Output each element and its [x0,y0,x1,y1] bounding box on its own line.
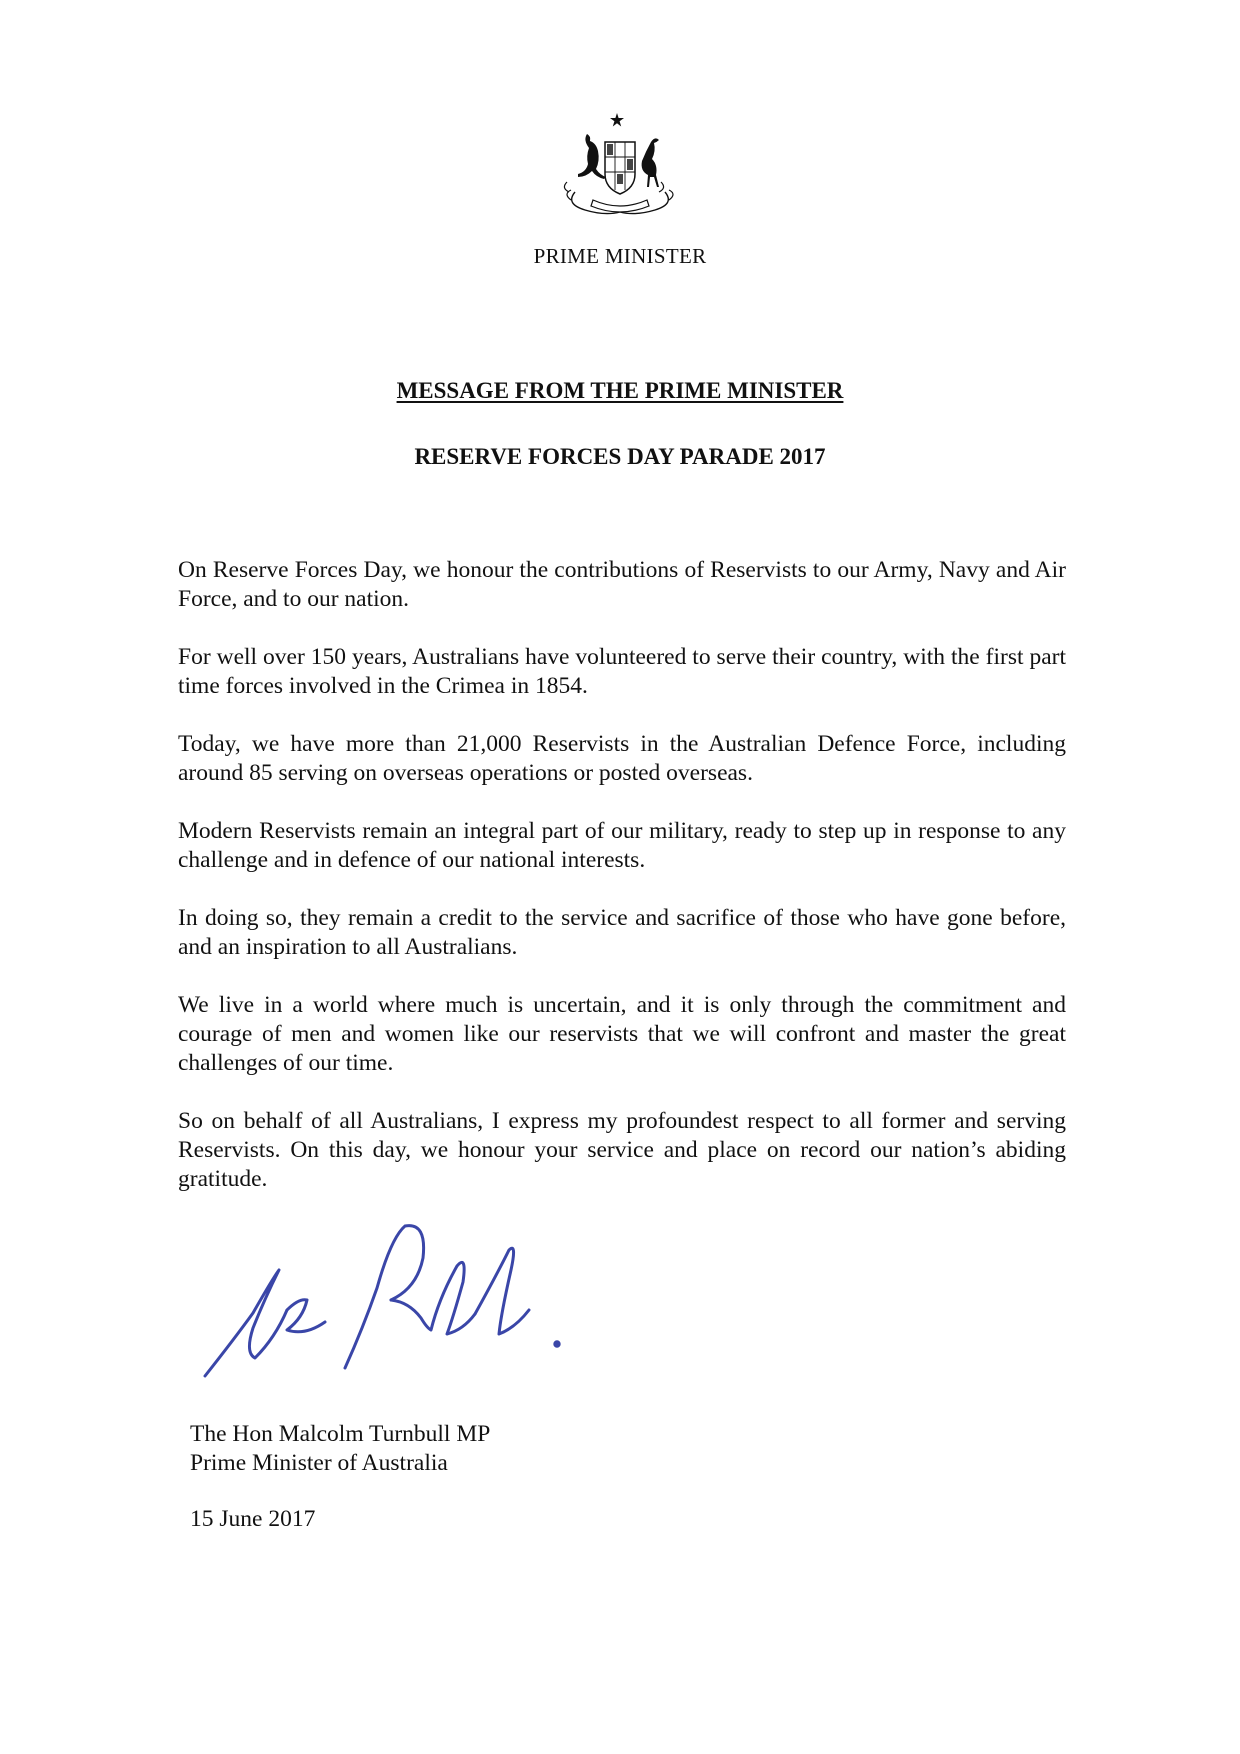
paragraph: Modern Reservists remain an integral part of our military, ready to step up in response to any challenge and in defence of our national interests. [178,818,1066,873]
paragraph: On Reserve Forces Day, we honour the contributions of Reservists to our Army, Navy and Air Force, and to our nation. [178,557,1066,612]
letter-date: 15 June 2017 [190,1506,316,1532]
handwritten-signature-icon [195,1218,605,1408]
office-heading: PRIME MINISTER [533,244,707,268]
paragraph: For well over 150 years, Australians have volunteered to serve their country, with the first part time forces involved in the Crimea in 1854. [178,644,1066,699]
signatory-name: The Hon Malcolm Turnbull MP [190,1421,491,1447]
paragraph: In doing so, they remain a credit to the service and sacrifice of those who have gone before, and an inspiration to all Australians. [178,905,1066,960]
coat-of-arms-icon [545,112,695,222]
shield-icon [605,142,635,194]
signatory-role: Prime Minister of Australia [190,1450,448,1476]
signoff-block [190,1420,490,1478]
signature-strokes [205,1226,559,1376]
paragraph: So on behalf of all Australians, I express my profoundest respect to all former and serving Reservists. On this day, we honour your service and place on record our nation’s abiding gratitude. [178,1108,1066,1192]
paragraph: Today, we have more than 21,000 Reservists in the Australian Defence Force, including around 85 serving on overseas operations or posted overseas. [178,731,1066,786]
document-subtitle: RESERVE FORCES DAY PARADE 2017 [414,444,826,469]
message-body [178,556,1066,1194]
commonwealth-star-icon [610,113,624,127]
document-title: MESSAGE FROM THE PRIME MINISTER [396,378,844,403]
paragraph: We live in a world where much is uncertain, and it is only through the commitment and courage of men and women like our reservists that we will confront and master the great challenges of our time. [178,992,1066,1076]
